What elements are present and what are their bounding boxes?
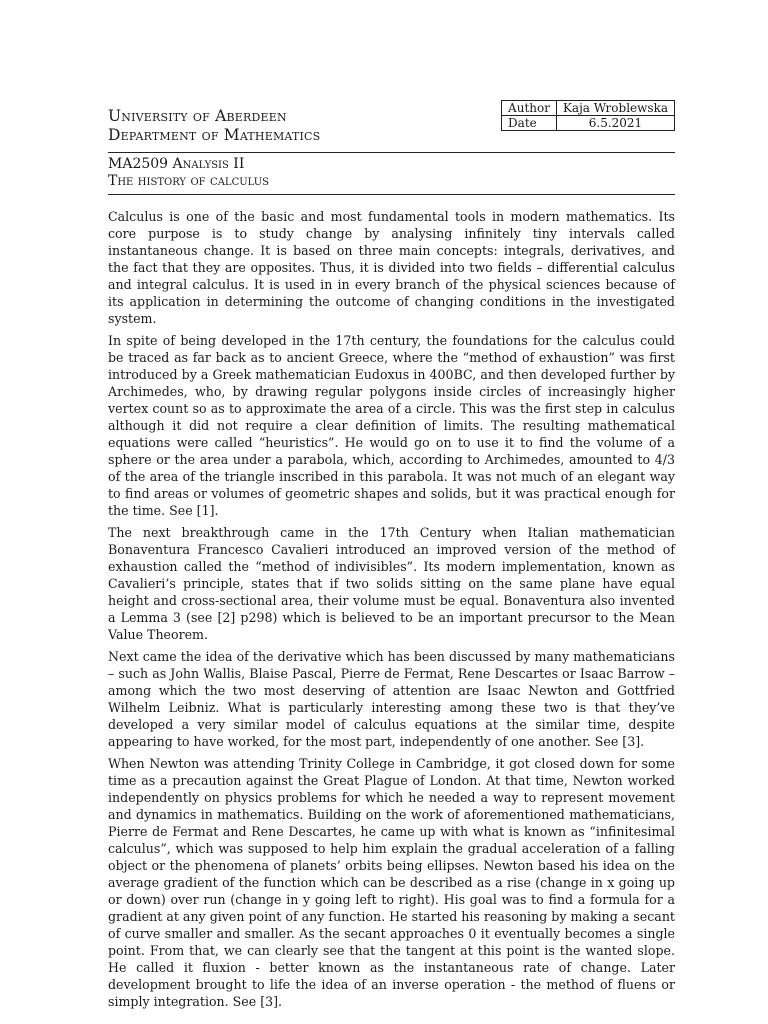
paragraph-1: Calculus is one of the basic and most fundamental tools in modern mathematics. Its core purpose is to study change by analysing infinitely tiny intervals called instantaneous change. It is based on three main concepts: integrals, derivatives, and the fact that they are opposites. Thus, it is divided into two fields – differential calculus and integral calculus. It is used in in every branch of the physical sciences because of its application in determining the outcome of changing conditions in the investigated system.	[108, 209, 675, 326]
course-block	[108, 156, 269, 189]
course-divider	[108, 194, 675, 195]
document-header	[108, 100, 675, 144]
date-value: 6.5.2021	[556, 116, 674, 131]
institution-block	[108, 107, 320, 145]
header-divider	[108, 152, 675, 153]
course-subtitle: The history of calculus	[108, 172, 270, 189]
course-code-title: MA2509 Analysis II	[108, 156, 245, 172]
department-name: Department of Mathematics	[108, 126, 321, 144]
author-date-table	[501, 100, 675, 131]
paragraph-3: The next breakthrough came in the 17th Century when Italian mathematician Bonaventura Francesco Cavalieri introduced an improved version of the method of exhaustion called the “method of indivisibles”. Its modern implementation, known as Cavalieri’s principle, states that if two solids sitting on the same plane have equal height and cross-sectional area, their volume must be equal. Bonaventura also invented a Lemma 3 (see [2] p298) which is believed to be an important precursor to the Mean Value Theorem.	[108, 525, 675, 642]
paragraph-4: Next came the idea of the derivative which has been discussed by many mathematicians – such as John Wallis, Blaise Pascal, Pierre de Fermat, Rene Descartes or Isaac Barrow – among which the two most deserving of attention are Isaac Newton and Gottfried Wilhelm Leibniz. What is particularly interesting among these two is that they’ve developed a very similar model of calculus equations at the similar time, despite appearing to have worked, for the most part, independently of one another. See [3].	[108, 649, 675, 749]
date-row	[502, 116, 675, 131]
author-value: Kaja Wroblewska	[556, 101, 674, 116]
author-label: Author	[502, 101, 557, 116]
university-name: University of Aberdeen	[108, 107, 287, 125]
author-row	[502, 101, 675, 116]
essay-body	[108, 208, 675, 1015]
paragraph-2: In spite of being developed in the 17th century, the foundations for the calculus could be traced as far back as to ancient Greece, where the “method of exhaustion” was first introduced by a Greek mathematician Eudoxus in 400BC, and then developed further by Archimedes, who, by drawing regular polygons inside circles of increasingly higher vertex count so as to approximate the area of a circle. This was the first step in calculus although it did not require a clear definition of limits. The resulting mathematical equations were called “heuristics”. He would go on to use it to find the volume of a sphere or the area under a parabola, which, according to Archimedes, amounted to 4/3 of the area of the triangle inscribed in this parabola. It was not much of an elegant way to find areas or volumes of geometric shapes and solids, but it was practical enough for the time. See [1].	[108, 333, 675, 518]
date-label: Date	[502, 116, 557, 131]
paragraph-5: When Newton was attending Trinity College in Cambridge, it got closed down for some time as a precaution against the Great Plague of London. At that time, Newton worked independently on physics problems for which he needed a way to represent movement and dynamics in mathematics. Building on the work of aforementioned mathematicians, Pierre de Fermat and Rene Descartes, he came up with what is known as “infinitesimal calculus”, which was supposed to help him explain the gradual acceleration of a falling object or the phenomena of planets’ orbits being ellipses. Newton based his idea on the average gradient of the function which can be described as a rise (change in x going up or down) over run (change in y going left to right). His goal was to find a formula for a gradient at any given point of any function. He started his reasoning by making a secant of curve smaller and smaller. As the secant approaches 0 it eventually becomes a single point. From that, we can clearly see that the tangent at this point is the wanted slope. He called it fluxion - better known as the instantaneous rate of change. Later development brought to life the idea of an inverse operation - the method of fluens or simply integration. See [3].	[108, 756, 675, 1009]
